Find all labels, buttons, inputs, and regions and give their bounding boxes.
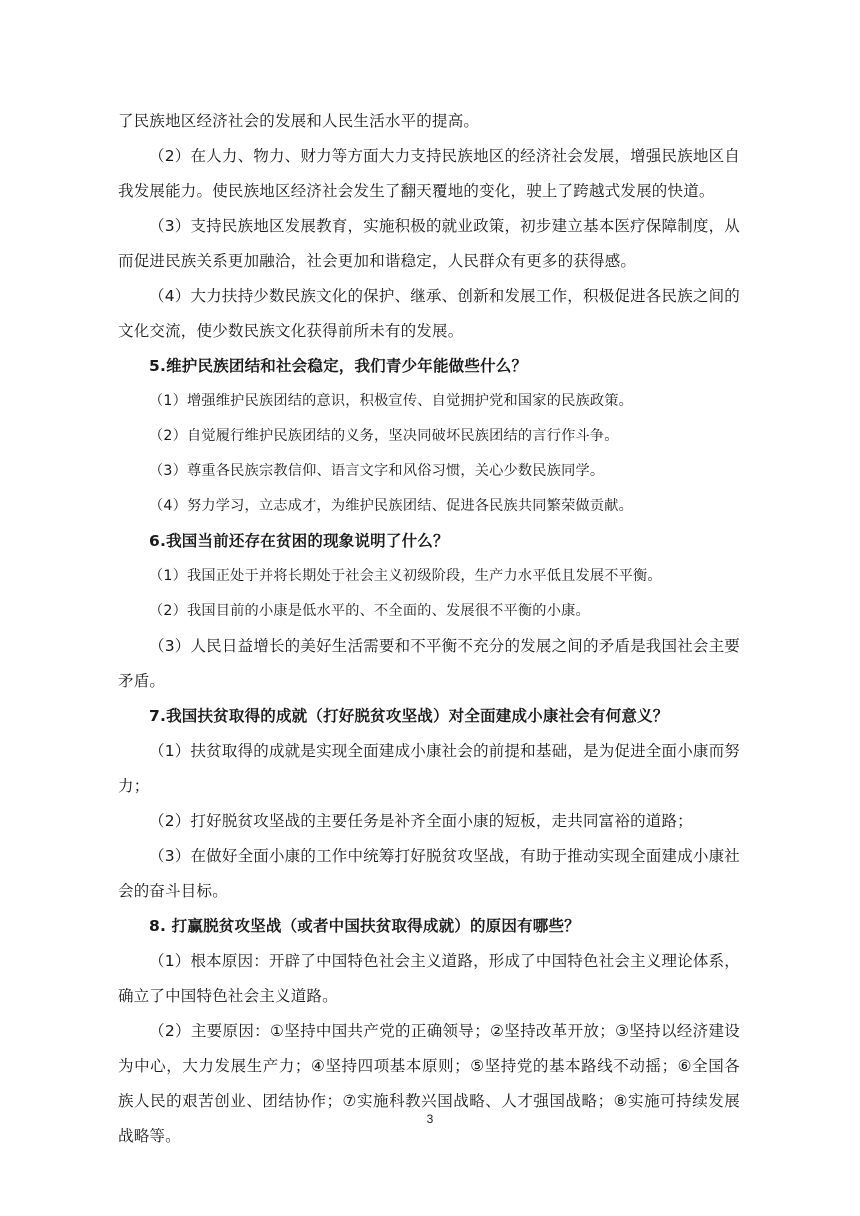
paragraph-1: （2）在人力、物力、财力等方面大力支持民族地区的经济社会发展，增强民族地区自我发展能力。使民族地区经济社会发生了翻天覆地的变化，驶上了跨越式发展的快道。 (118, 147, 740, 200)
paragraph-18: （1）根本原因：开辟了中国特色社会主义道路，形成了中国特色社会主义理论体系，确立了中国特色社会主义道路。 (118, 952, 740, 1005)
paragraph-6: （2）自觉履行维护民族团结的义务，坚决同破坏民族团结的言行作斗争。 (149, 428, 619, 444)
question-heading-6: 6.我国当前还存在贫困的现象说明了什么？ (149, 532, 449, 550)
paragraph-15: （2）打好脱贫攻坚战的主要任务是补齐全面小康的短板，走共同富裕的道路； (149, 812, 693, 830)
paragraph-2: （3）支持民族地区发展教育，实施积极的就业政策，初步建立基本医疗保障制度，从而促进民族关系更加融洽，社会更加和谐稳定，人民群众有更多的获得感。 (118, 217, 740, 270)
paragraph-12: （3）人民日益增长的美好生活需要和不平衡不充分的发展之间的矛盾是我国社会主要矛盾。 (118, 637, 740, 690)
paragraph-3: （4）大力扶持少数民族文化的保护、继承、创新和发展工作，积极促进各民族之间的文化交流，使少数民族文化获得前所未有的发展。 (118, 287, 740, 340)
question-heading-8: 8. 打赢脱贫攻坚战（或者中国扶贫取得成就）的原因有哪些？ (149, 917, 580, 935)
paragraph-5: （1）增强维护民族团结的意识，积极宣传、自觉拥护党和国家的民族政策。 (149, 393, 634, 409)
paragraph-19: （2）主要原因：①坚持中国共产党的正确领导；②坚持改革开放；③坚持以经济建设为中心，大力发展生产力；④坚持四项基本原则；⑤坚持党的基本路线不动摇；⑥全国各族人民的艰苦创业、团结协作；⑦实施科教兴国战略、人才强国战略；⑧实施可持续发展战略等。 (118, 1022, 740, 1145)
paragraph-14: （1）扶贫取得的成就是实现全面建成小康社会的前提和基础，是为促进全面小康而努力； (118, 742, 740, 795)
page-content (118, 104, 740, 1154)
paragraph-0: 了民族地区经济社会的发展和人民生活水平的提高。 (118, 112, 480, 130)
paragraph-8: （4）努力学习，立志成才，为维护民族团结、促进各民族共同繁荣做贡献。 (149, 498, 634, 514)
paragraph-11: （2）我国目前的小康是低水平的、不全面的、发展很不平衡的小康。 (149, 603, 590, 619)
paragraph-16: （3）在做好全面小康的工作中统筹打好脱贫攻坚战，有助于推动实现全面建成小康社会的奋斗目标。 (118, 847, 740, 900)
question-heading-7: 7.我国扶贫取得的成就（打好脱贫攻坚战）对全面建成小康社会有何意义？ (149, 707, 669, 725)
paragraph-10: （1）我国正处于并将长期处于社会主义初级阶段，生产力水平低且发展不平衡。 (149, 568, 662, 584)
page-number: 3 (426, 1112, 434, 1126)
paragraph-7: （3）尊重各民族宗教信仰、语言文字和风俗习惯，关心少数民族同学。 (149, 463, 605, 479)
question-heading-5: 5.维护民族团结和社会稳定，我们青少年能做些什么？ (149, 357, 528, 375)
